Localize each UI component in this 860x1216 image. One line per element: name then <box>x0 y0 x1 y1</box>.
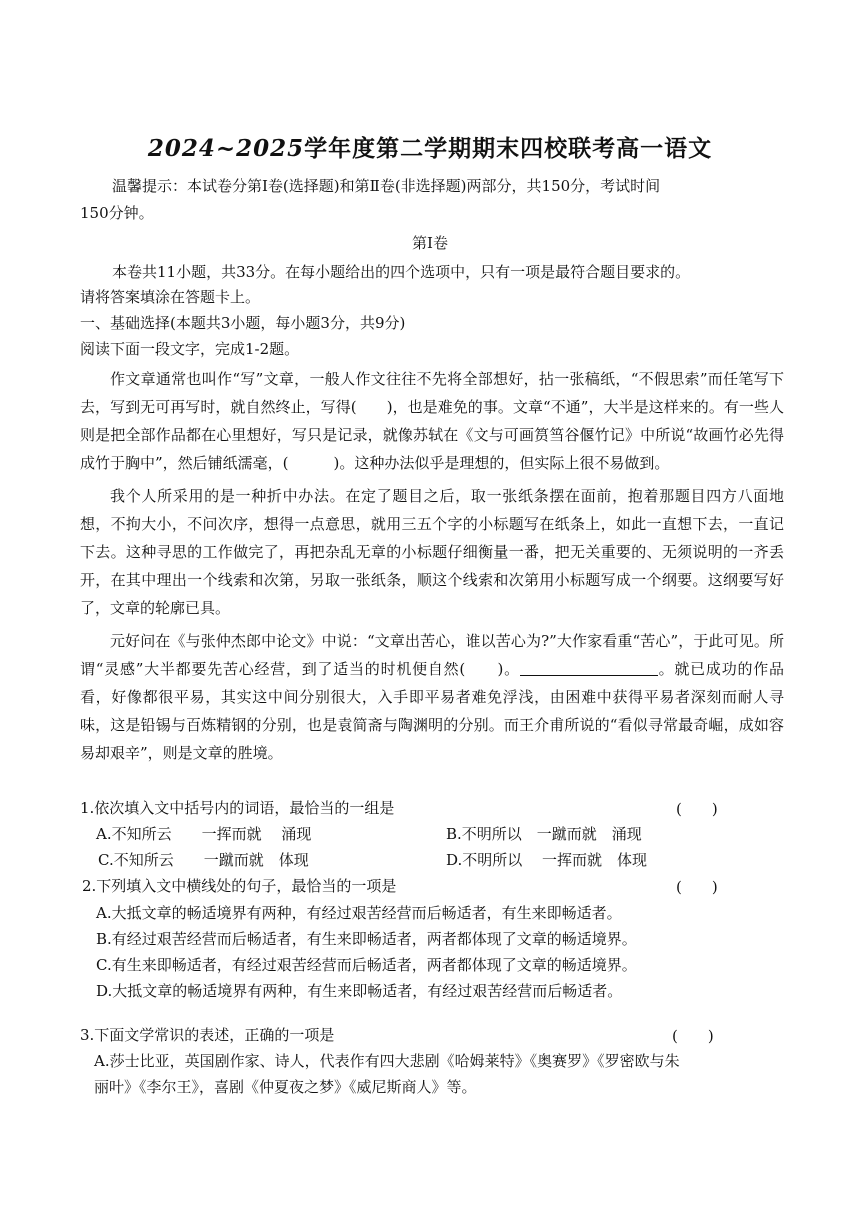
question-1-option-d: D.不明所以 一挥而就 体现 <box>446 851 648 869</box>
question-3-stem: 3.下面文学常识的表述，正确的一项是 <box>80 1026 335 1044</box>
volume-intro-line-1: 本卷共11小题，共33分。在每小题给出的四个选项中，只有一项是最符合题目要求的。 <box>112 263 691 281</box>
answer-blank-line <box>520 659 658 676</box>
title-year: 2024~2025 <box>147 135 305 162</box>
notice-line-2: 150分钟。 <box>80 204 154 222</box>
question-1-option-a: A.不知所云 一挥而就 涌现 <box>96 825 312 843</box>
passage-paragraph-3b: 。就已成功的作品看，好像都很平易，其实这中间分别很大，入手即平易者难免浮浅，由困难中获得平易者深刻而耐人寻味，这是铅锡与百炼精钢的分别，也是袁简斋与陶渊明的分别。而王介甫所说的“看似寻常最奇崛，成如容易却艰辛”，则是文章的胜境。 <box>80 660 784 762</box>
passage-paragraph-1: 作文章通常也叫作“写”文章，一般人作文往往不先将全部想好，拈一张稿纸，“不假思索”而任笔写下去，写到无可再写时，就自然终止，写得( )，也是难免的事。文章“不通”，大半是这样来的。有一些人则是把全部作品都在心里想好，写只是记录，就像苏轼在《文与可画筼筜谷偃竹记》中所说“故画竹必先得成竹于胸中”，然后铺纸濡毫，( )。这种办法似乎是理想的，但实际上很不易做到。 <box>80 370 784 472</box>
reading-instruction: 阅读下面一段文字，完成1-2题。 <box>80 340 300 358</box>
section-heading: 一、基础选择(本题共3小题，每小题3分，共9分) <box>80 314 406 332</box>
question-2-option-d: D.大抵文章的畅适境界有两种，有生来即畅适者，有经过艰苦经营而后畅适者。 <box>96 982 623 1000</box>
question-2-stem: 2.下列填入文中横线处的句子，最恰当的一项是 <box>82 877 397 895</box>
passage <box>80 365 784 767</box>
passage-paragraph-3a: 元好问在《与张仲杰郎中论文》中说：“文章出苦心，谁以苦心为?”大作家看重“苦心”，于此可见。所谓“灵感”大半都要先苦心经营，到了适当的时机便自然( )。 <box>80 632 784 678</box>
question-2-answer-paren: ( ) <box>676 878 718 896</box>
question-3-option-a: A.莎士比亚，英国剧作家、诗人，代表作有四大悲剧《哈姆莱特》《奥赛罗》《罗密欧与朱 <box>94 1052 680 1070</box>
passage-paragraph-3 <box>80 627 784 767</box>
question-2-option-c: C.有生来即畅适者，有经过艰苦经营而后畅适者，两者都体现了文章的畅适境界。 <box>96 956 637 974</box>
volume-heading: 第Ⅰ卷 <box>412 234 448 252</box>
page-title <box>0 130 860 163</box>
title-text: 学年度第二学期期末四校联考高一语文 <box>304 135 713 162</box>
question-1-option-c: C.不知所云 一蹴而就 体现 <box>98 851 309 869</box>
question-1-option-b: B.不明所以 一蹴而就 涌现 <box>446 825 642 843</box>
question-1-stem: 1.依次填入文中括号内的词语，最恰当的一组是 <box>80 799 395 817</box>
question-3-answer-paren: ( ) <box>672 1027 714 1045</box>
question-2-option-a: A.大抵文章的畅适境界有两种，有经过艰苦经营而后畅适者，有生来即畅适者。 <box>96 904 622 922</box>
volume-intro-line-2: 请将答案填涂在答题卡上。 <box>80 288 261 306</box>
passage-paragraph-2: 我个人所采用的是一种折中办法。在定了题目之后，取一张纸条摆在面前，抱着那题目四方八面地想，不拘大小，不问次序，想得一点意思，就用三五个字的小标题写在纸条上，如此一直想下去，一直记下去。这种寻思的工作做完了，再把杂乱无章的小标题仔细衡量一番，把无关重要的、无须说明的一齐丢开，在其中理出一个线索和次第，另取一张纸条，顺这个线索和次第用小标题写成一个纲要。这纲要写好了，文章的轮廓已具。 <box>80 487 784 617</box>
question-1-answer-paren: ( ) <box>676 800 718 818</box>
notice-line-1: 温馨提示：本试卷分第Ⅰ卷(选择题)和第Ⅱ卷(非选择题)两部分，共150分，考试时间 <box>112 177 661 195</box>
question-2-option-b: B.有经过艰苦经营而后畅适者，有生来即畅适者，两者都体现了文章的畅适境界。 <box>96 930 637 948</box>
question-3-option-a-continued: 丽叶》《李尔王》，喜剧《仲夏夜之梦》《威尼斯商人》等。 <box>94 1078 477 1096</box>
